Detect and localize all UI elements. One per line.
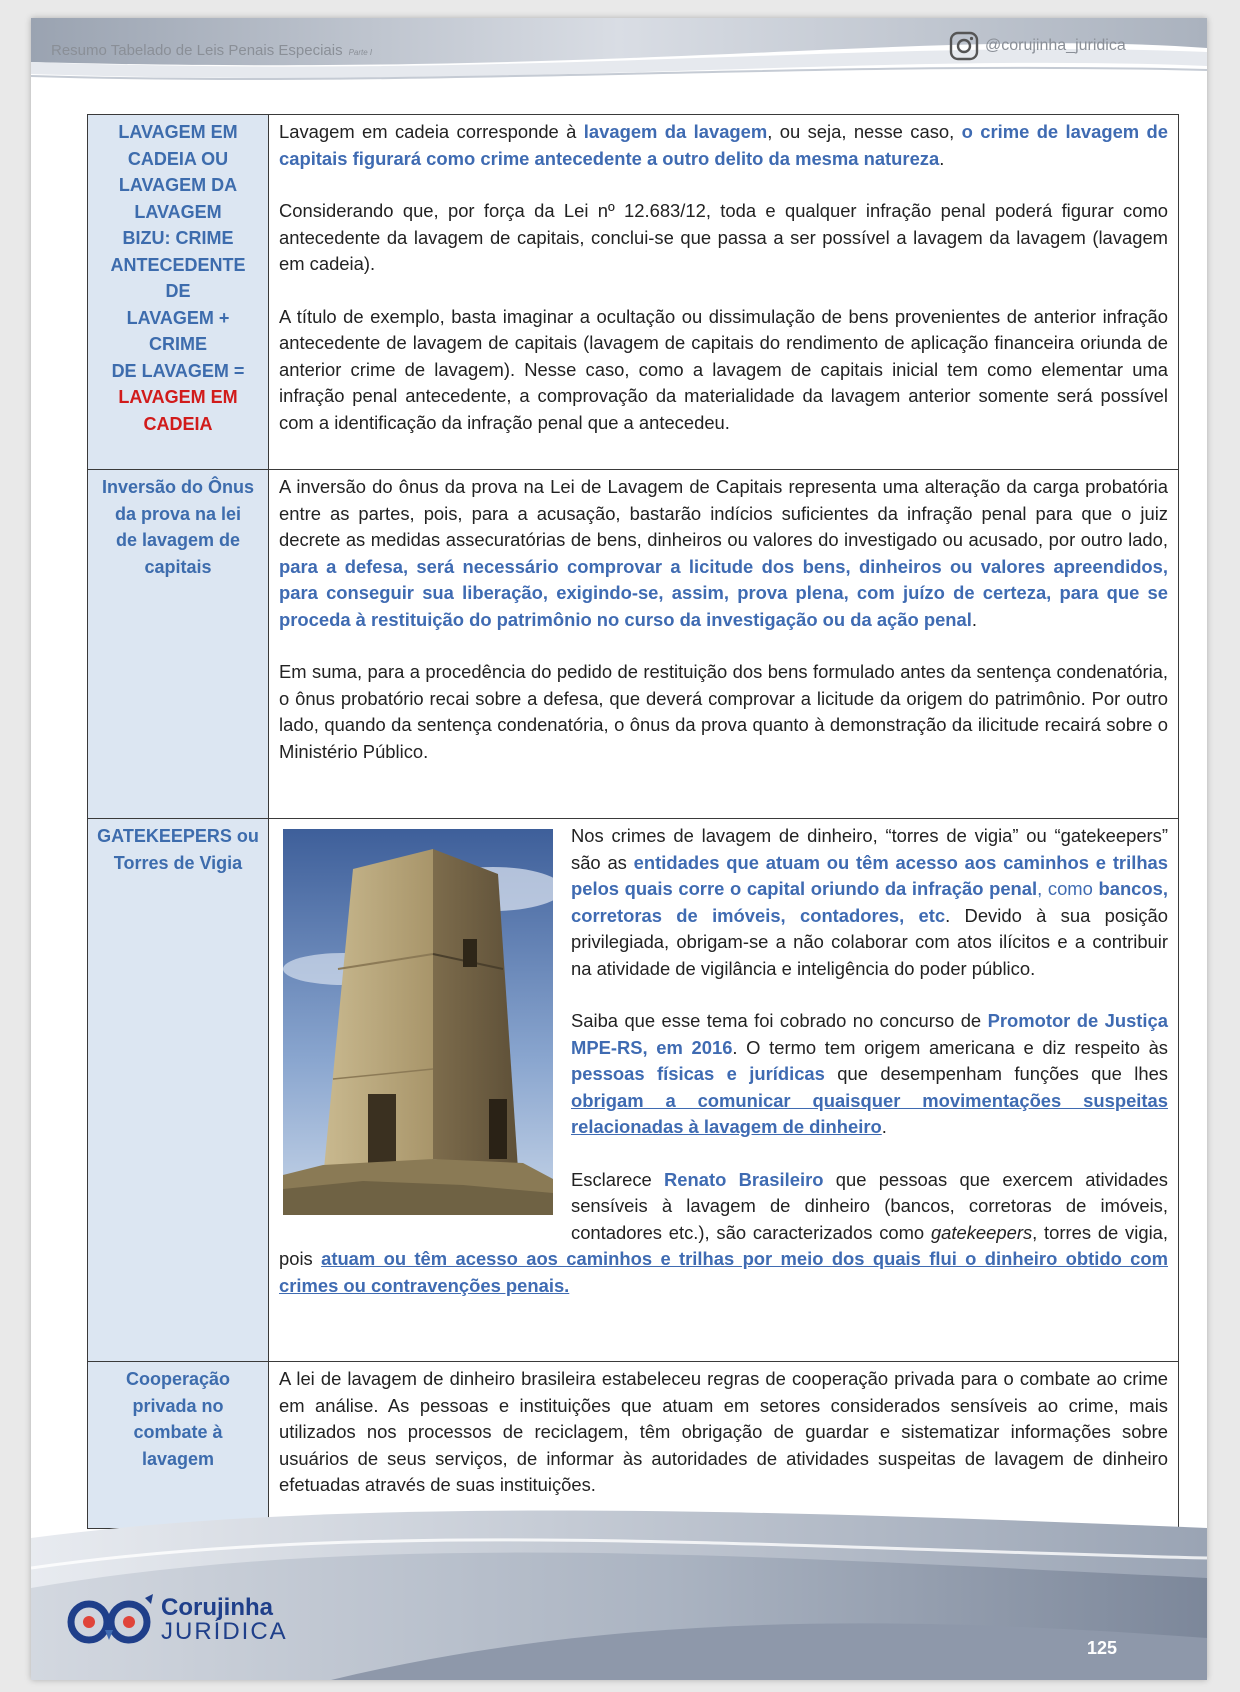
paragraph: A título de exemplo, basta imaginar a ocultação ou dissimulação de bens provenientes de anterior infração antecedente de lavagem de capitais (lavagem de capitais do rendimento de aplicação financeira oriunda de anterior crime de lavagem). Nesse caso, como a lavagem de capitais inicial tem como elementar uma infração penal antecedente, a comprovação da materialidade da lavagem anterior somente será possível com a identificação da infração penal que a antecedeu. xyxy=(279,305,1168,433)
summary-table xyxy=(87,114,1179,1529)
row-body-gatekeepers xyxy=(269,819,1179,1362)
paragraph: Nos crimes de lavagem de dinheiro, “torres de vigia” ou “gatekeepers” são as entidades que atuam ou têm acesso aos caminhos e trilhas pelos quais corre o capital oriundo da infração penal, como bancos, corretoras de imóveis, contadores, etc. Devido à sua posição privilegiada, obrigam-se a não colaborar com atos ilícitos e a contribuir na atividade de vigilância e inteligência do poder público. xyxy=(571,825,1169,979)
paragraph: Lavagem em cadeia corresponde à lavagem da lavagem, ou seja, nesse caso, o crime de lavagem de capitais figurará como crime antecedente a outro delito da mesma natureza. xyxy=(279,121,1169,169)
logo-wordmark: Corujinha JURÍDICA xyxy=(161,1594,288,1645)
document-page xyxy=(31,18,1207,1680)
row-label-inversao-onus: Inversão do Ônus da prova na lei de lavagem de capitais xyxy=(88,470,269,819)
owl-logo-icon xyxy=(67,1592,159,1648)
row-label-cooperacao-privada: Cooperação privada no combate à lavagem xyxy=(88,1362,269,1529)
instagram-handle: @corujinha_juridica xyxy=(949,29,1126,63)
row-body-lavagem-em-cadeia xyxy=(269,115,1179,470)
instagram-icon xyxy=(949,31,979,61)
paragraph: Considerando que, por força da Lei nº 12.683/12, toda e qualquer infração penal poderá figurar como antecedente da lavagem de capitais, conclui-se que passa a ser possível a lavagem da lavagem (lavagem em cadeia). xyxy=(279,200,1168,274)
watchtower-photo xyxy=(283,829,553,1215)
footer-wave-decoration xyxy=(31,1498,1207,1680)
paragraph: Saiba que esse tema foi cobrado no concurso de Promotor de Justiça MPE-RS, em 2016. O termo tem origem americana e diz respeito às pessoas físicas e jurídicas que desempenham funções que lhes obrigam a comunicar quaisquer movimentações suspeitas relacionadas à lavagem de dinheiro. xyxy=(571,1010,1168,1137)
document-header-title: Resumo Tabelado de Leis Penais Especiais Parte I xyxy=(51,42,373,59)
row-label-lavagem-em-cadeia: LAVAGEM EM CADEIA OU LAVAGEM DA LAVAGEM BIZU: CRIME ANTECEDENTE DE LAVAGEM + CRIME DE LAVAGEM = LAVAGEM EM CADEIA xyxy=(88,115,269,470)
row-label-gatekeepers: GATEKEEPERS ou Torres de Vigia xyxy=(88,819,269,1362)
paragraph: A inversão do ônus da prova na Lei de Lavagem de Capitais representa uma alteração da carga probatória entre as partes, pois, para a acusação, bastarão indícios suficientes da infração penal para que o juiz decrete as medidas assecuratórias de bens, dinheiros ou valores do investigado ou acusado, por outro lado, para a defesa, será necessário comprovar a licitude dos bens, dinheiros ou valores apreendidos, para conseguir sua liberação, exigindo-se, assim, prova plena, com juízo de certeza, para que se proceda à restituição do patrimônio no curso da investigação ou da ação penal. xyxy=(279,476,1168,630)
row-body-inversao-onus xyxy=(269,470,1179,819)
corujinha-juridica-logo xyxy=(67,1592,288,1648)
page-number: 125 xyxy=(1087,1638,1118,1658)
paragraph: Em suma, para a procedência do pedido de restituição dos bens formulado antes da sentença condenatória, o ônus probatório recai sobre a defesa, que deverá comprovar a licitude da origem do patrimônio. Por outro lado, quando da sentença condenatória, o ônus da prova quanto à demonstração da ilicitude recairá sobre o Ministério Público. xyxy=(279,661,1168,762)
table-row xyxy=(88,819,1179,1362)
paragraph: A lei de lavagem de dinheiro brasileira estabeleceu regras de cooperação privada para o combate ao crime em análise. As pessoas e instituições que atuam em setores considerados sensíveis ao crime, mais utilizados nos processos de reciclagem, têm obrigação de guardar e sistematizar informações sobre usuários de seus serviços, de informar às autoridades de atividades suspeitas de lavagem de dinheiro efetuadas através de suas instituições. xyxy=(279,1368,1168,1495)
table-row xyxy=(88,470,1179,819)
table-row xyxy=(88,115,1179,470)
paragraph: Esclarece Renato Brasileiro que pessoas que exercem atividades sensíveis à lavagem de dinheiro (bancos, corretoras de imóveis, contadores etc.), são caracterizados como gatekeepers, torres de vigia, pois atuam ou têm acesso aos caminhos e trilhas por meio dos quais flui o dinheiro obtido com crimes ou contravenções penais. xyxy=(279,1168,1169,1296)
